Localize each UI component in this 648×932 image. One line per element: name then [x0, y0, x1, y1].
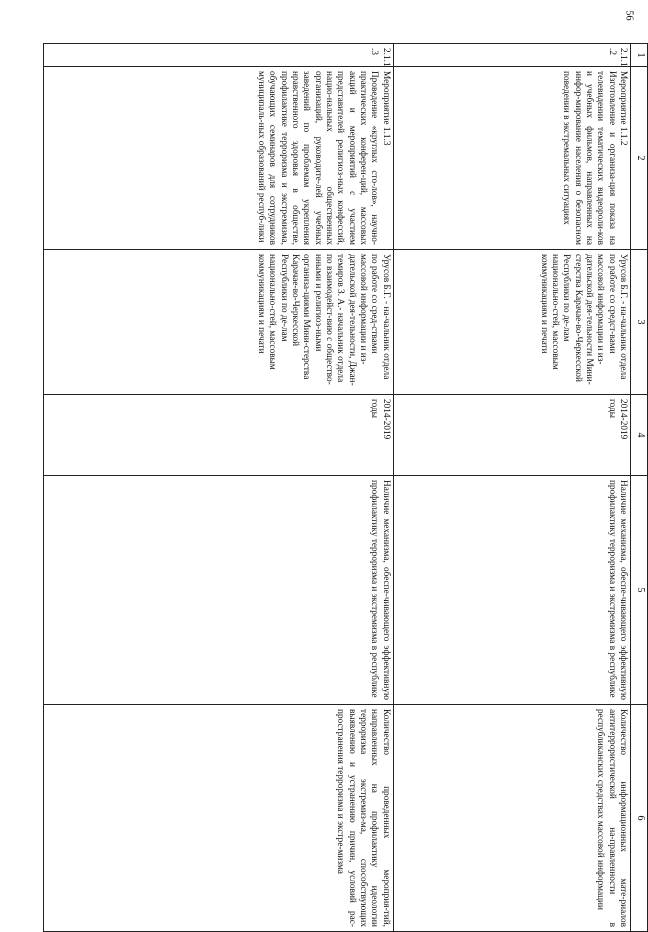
period-text: 2014-2019 годы	[369, 399, 391, 440]
page-number: 56	[623, 10, 635, 21]
indicator-cell	[393, 705, 630, 932]
event-cell	[44, 67, 394, 250]
header-col-3: 3	[631, 250, 648, 395]
row-number	[44, 44, 394, 67]
table-header-row	[631, 44, 648, 932]
responsible-text: Урусов Б.Г. - на-чальник отдела по работе со средст-вами массовой информации и из-дательской дея-тельности Мини-стерства Карачае-во-Черкесской Республики по де-лам национально-стей, массовым коммуникациям и печати	[538, 254, 628, 385]
program-events-table	[43, 43, 648, 932]
row-number-text: 2.1.1 .2	[606, 48, 628, 67]
row-number-text: 2.1.1 .3	[369, 48, 391, 67]
header-col-4: 4	[631, 395, 648, 476]
table-row	[393, 44, 630, 932]
responsible-text: Урусов Б.Г. - на-чальник отдела по работе со сред-ствами массовой информации и из-дательской дея-тельности, Джан-темиров З. А.- начальник отдела по взаимодейст-вию с общество-нными и религиоз-ными организа-циями Мини-стерства Карачае-во-Черкесской Республики по де-лам национально-стей, массовым коммуникациям и печати	[256, 254, 391, 386]
header-col-2: 2	[631, 67, 648, 250]
header-col-1: 1	[631, 44, 648, 67]
indicator-text: Количество информационных мате-риалов антитеррористической на-правленности в республиканских средствах массовой информации	[595, 709, 628, 927]
period-cell	[393, 395, 630, 476]
indicator-cell	[44, 705, 394, 932]
period-text: 2014-2019 годы	[606, 399, 628, 440]
event-title: Мероприятие 1.1.3	[380, 71, 391, 146]
period-cell	[44, 395, 394, 476]
result-cell	[44, 476, 394, 705]
responsible-cell	[393, 250, 630, 395]
result-text: Наличие механизма, обеспе-чивающего эффективную профилактику терроризма и экстремизма в республике	[606, 480, 628, 700]
row-number	[393, 44, 630, 67]
responsible-cell	[44, 250, 394, 395]
event-title: Мероприятие 1.1.2	[618, 71, 628, 146]
event-cell	[393, 67, 630, 250]
event-description: Изготовление и организа-ция показа на телевидении тематических видеороли-ков и учебных фильмов, направленных на инфор-мирование населения о безопасном поведении в экстремальных ситуациях	[561, 71, 617, 245]
indicator-text: Количество проведенных мероприя-тий, направленных на профилактику идеологии терроризма экстремиз-ма, способствующих выявлению и устранению причин, условий рас-пространения терроризма и экстре-мизма	[335, 709, 391, 927]
rotated-table-container	[43, 43, 648, 927]
event-description: Проведение «круглых сто-лов», научно-практических конферен-ций, массовых акций и мероприятий с участием представителей религиоз-ных конфессий, нацио-нальных общественных организаций, руководите-лей учебных заведений по проблемам укрепления нравственного здоровья в обществе, профилактике терроризма и экстремизма, обучающих семинаров для сотрудников муниципаль-ных образований респуб-лики	[256, 71, 380, 245]
result-cell	[393, 476, 630, 705]
header-col-5: 5	[631, 476, 648, 705]
result-text: Наличие механизма, обеспе-чивающего эффективную профилактику терроризма и экстремизма в республике	[369, 480, 391, 700]
table-row	[44, 44, 394, 932]
header-col-6: 6	[631, 705, 648, 932]
